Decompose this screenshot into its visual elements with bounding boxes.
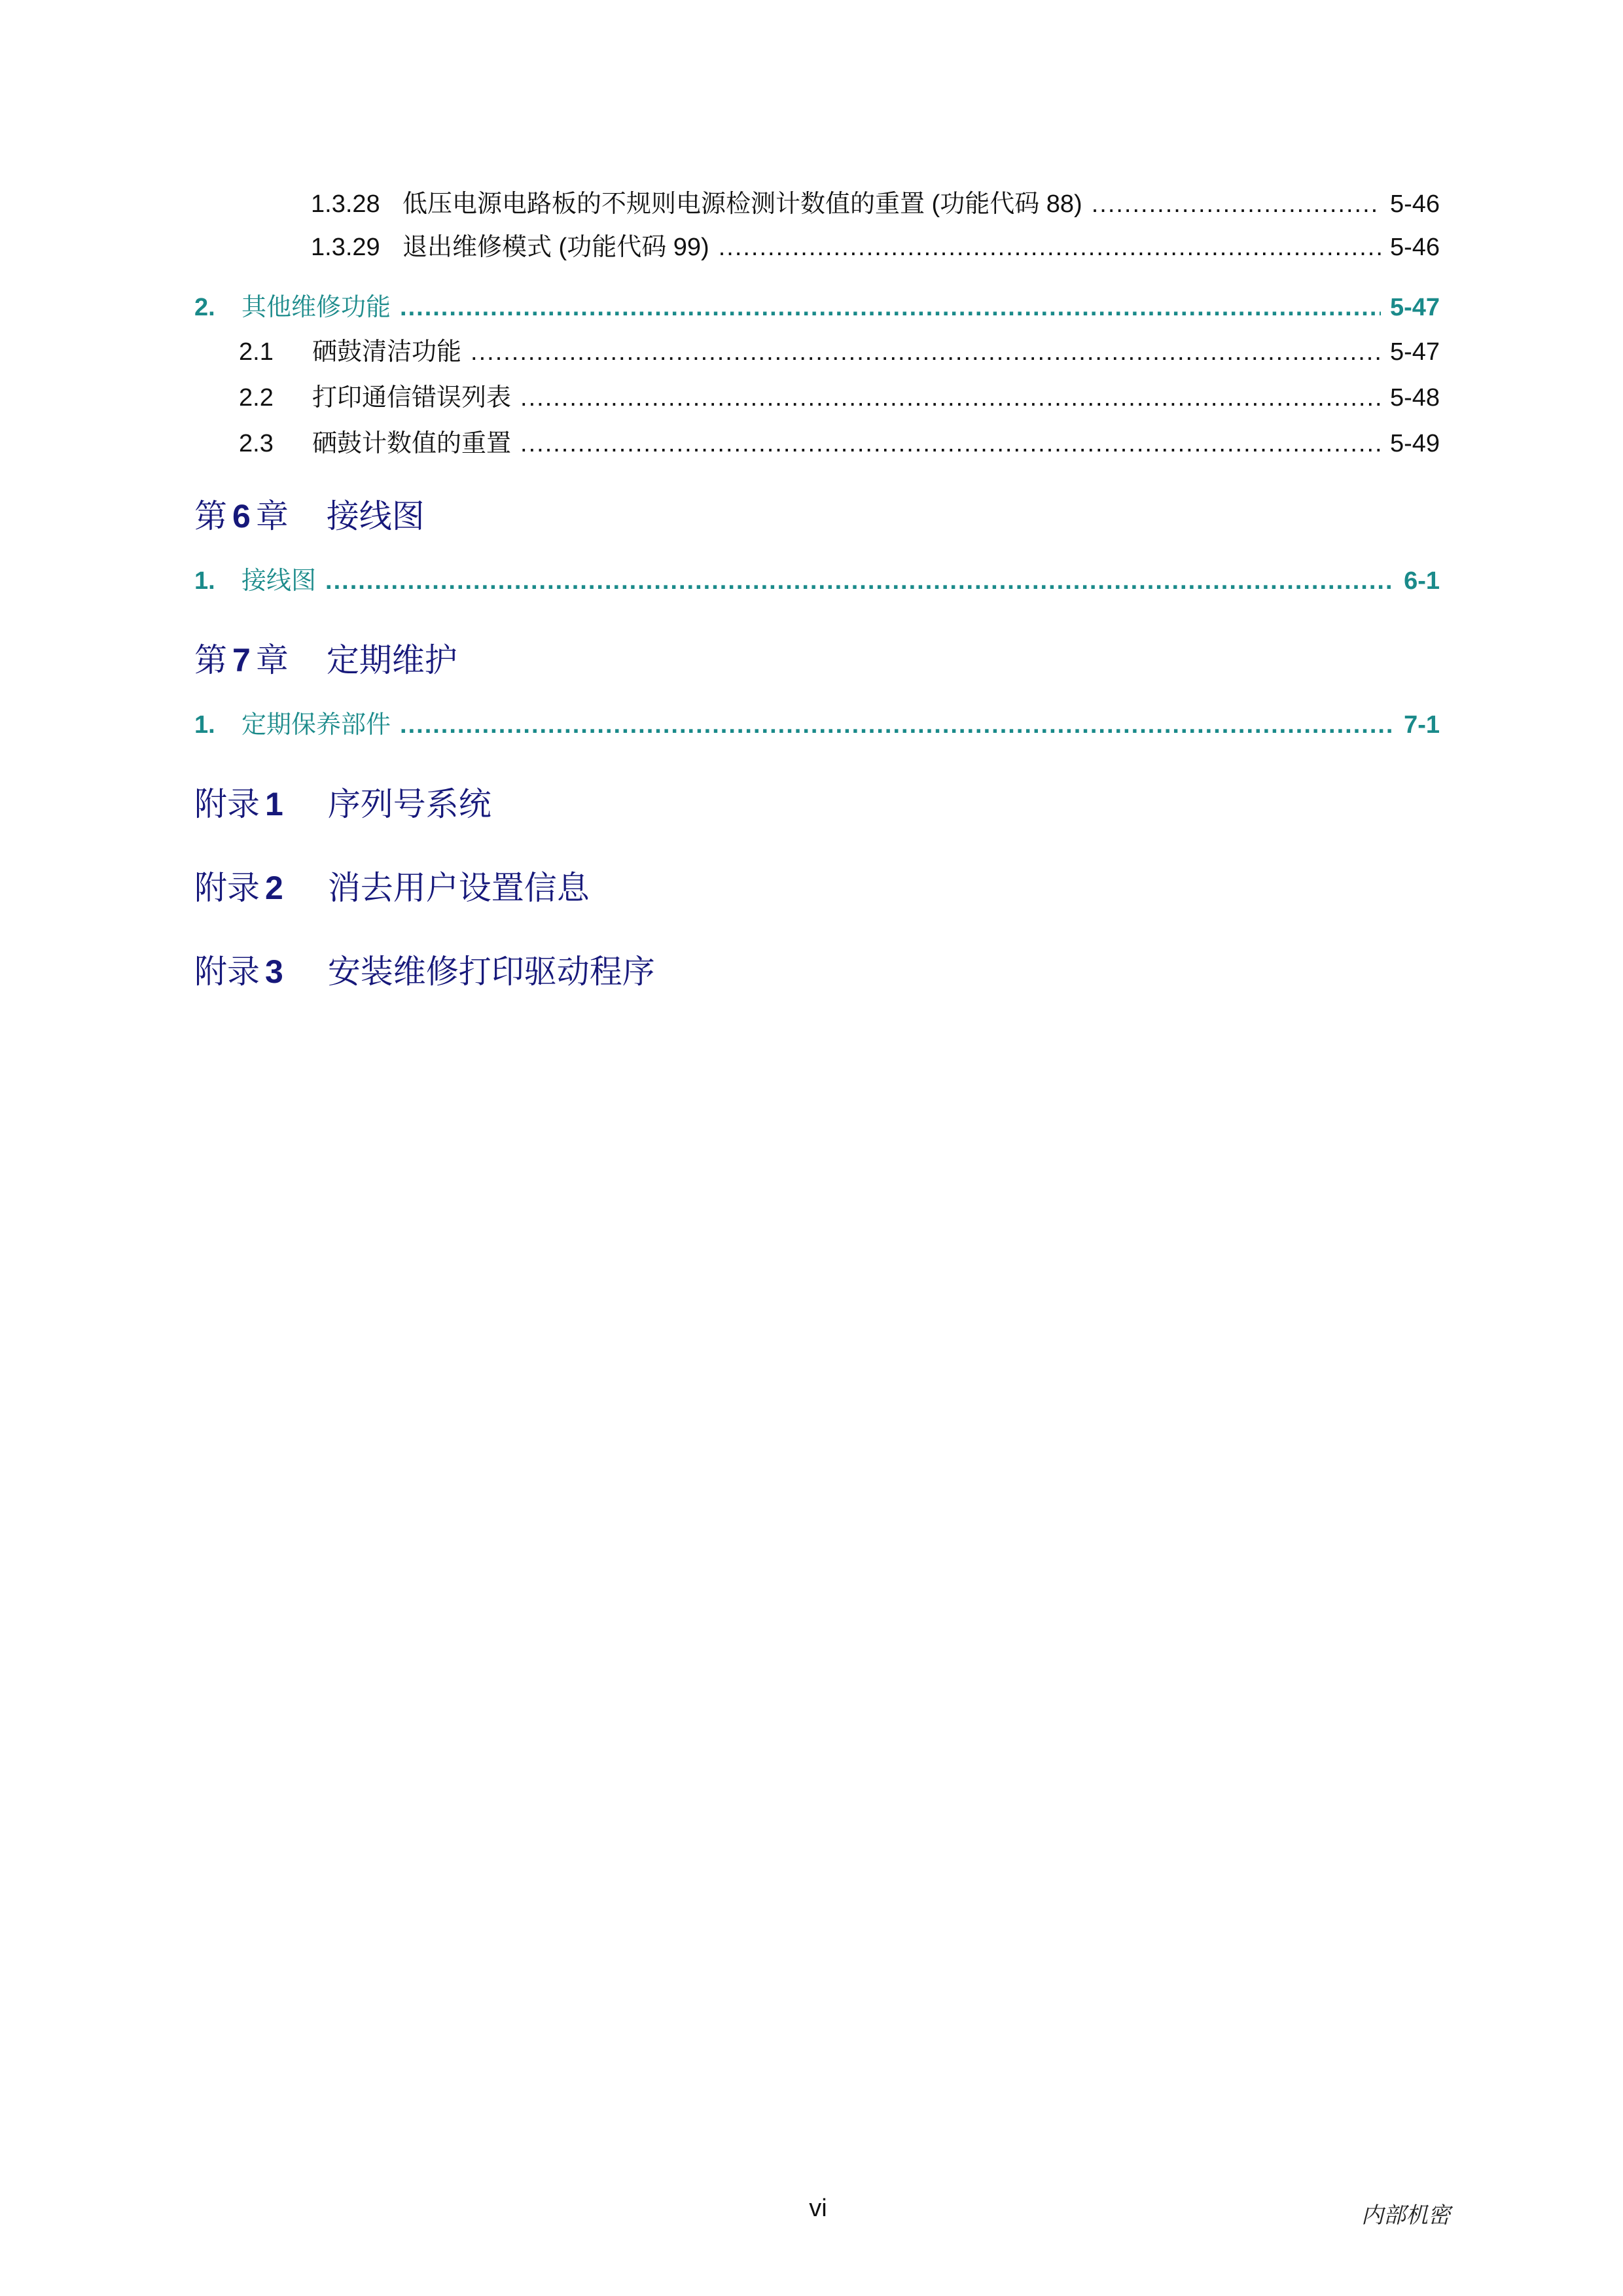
appendix-number: 2	[265, 870, 283, 906]
toc-entry-title: 低压电源电路板的不规则电源检测计数值的重置 (功能代码 88)	[402, 190, 1082, 218]
toc-entry-page: 5-46	[1389, 190, 1440, 218]
toc-entry-number: 2.3	[239, 430, 274, 457]
toc-entry-2-2[interactable]	[239, 382, 1440, 414]
appendix-title: 安装维修打印驱动程序	[327, 953, 655, 990]
appendix-prefix: 附录	[194, 953, 260, 990]
appendix-label	[194, 784, 289, 824]
toc-entry-1-3-29[interactable]	[311, 232, 1440, 263]
chapter-label	[194, 496, 289, 537]
chapter-7-heading[interactable]	[194, 640, 457, 680]
chapter-label	[194, 640, 289, 680]
dot-leader	[400, 709, 1395, 741]
appendix-2-heading[interactable]	[194, 868, 590, 908]
toc-section-title: 定期保养部件	[241, 711, 391, 739]
confidential-label: 内部机密	[1361, 2202, 1450, 2229]
toc-entry-page: 5-46	[1389, 234, 1440, 261]
toc-section-7-1[interactable]	[194, 709, 1440, 741]
toc-entry-page: 5-48	[1389, 384, 1440, 412]
toc-entry-title: 退出维修模式 (功能代码 99)	[402, 234, 709, 261]
dot-leader	[325, 565, 1395, 597]
appendix-prefix: 附录	[194, 786, 260, 822]
toc-entry-number: 1.3.28	[311, 190, 380, 218]
toc-entry-1-3-28[interactable]	[311, 188, 1440, 220]
dot-leader	[471, 336, 1381, 368]
toc-section-page: 6-1	[1404, 567, 1440, 595]
toc-section-6-1[interactable]	[194, 565, 1440, 597]
chapter-title: 定期维护	[326, 642, 457, 679]
toc-section-page: 7-1	[1404, 711, 1440, 739]
appendix-1-heading[interactable]	[194, 784, 491, 824]
chapter-number: 6	[232, 498, 251, 535]
appendix-prefix: 附录	[194, 870, 260, 906]
dot-leader	[520, 428, 1381, 459]
chapter-prefix: 第	[194, 498, 227, 535]
appendix-label	[194, 868, 289, 908]
toc-section-title: 接线图	[241, 567, 317, 595]
toc-entry-title: 硒鼓计数值的重置	[312, 430, 512, 457]
toc-entry-page: 5-47	[1389, 338, 1440, 366]
chapter-number: 7	[232, 642, 251, 679]
toc-entry-2-1[interactable]	[239, 336, 1440, 368]
toc-entry-number: 1.3.29	[311, 234, 380, 261]
toc-entry-2-3[interactable]	[239, 428, 1440, 459]
toc-entry-title: 硒鼓清洁功能	[312, 338, 462, 366]
appendix-number: 1	[265, 786, 283, 822]
appendix-label	[194, 951, 289, 992]
toc-entry-number: 2.2	[239, 384, 274, 412]
toc-section-title: 其他维修功能	[241, 294, 391, 321]
chapter-title: 接线图	[326, 498, 425, 535]
dot-leader	[400, 292, 1381, 323]
toc-entry-page: 5-49	[1389, 430, 1440, 457]
toc-section-2[interactable]	[194, 292, 1440, 323]
chapter-prefix: 第	[194, 642, 227, 679]
page-number: vi	[809, 2195, 827, 2222]
toc-section-page: 5-47	[1389, 294, 1440, 321]
appendix-number: 3	[265, 953, 283, 990]
chapter-6-heading[interactable]	[194, 496, 425, 537]
chapter-suffix: 章	[255, 498, 289, 535]
appendix-3-heading[interactable]	[194, 951, 655, 992]
appendix-title: 序列号系统	[327, 786, 491, 822]
toc-entry-title: 打印通信错误列表	[312, 384, 512, 412]
dot-leader	[520, 382, 1381, 414]
toc-section-number: 1.	[194, 711, 215, 739]
toc-entry-number: 2.1	[239, 338, 274, 366]
appendix-title: 消去用户设置信息	[327, 870, 590, 906]
dot-leader	[1092, 188, 1381, 220]
dot-leader	[719, 232, 1381, 263]
toc-section-number: 2.	[194, 294, 215, 321]
toc-section-number: 1.	[194, 567, 215, 595]
chapter-suffix: 章	[255, 642, 289, 679]
